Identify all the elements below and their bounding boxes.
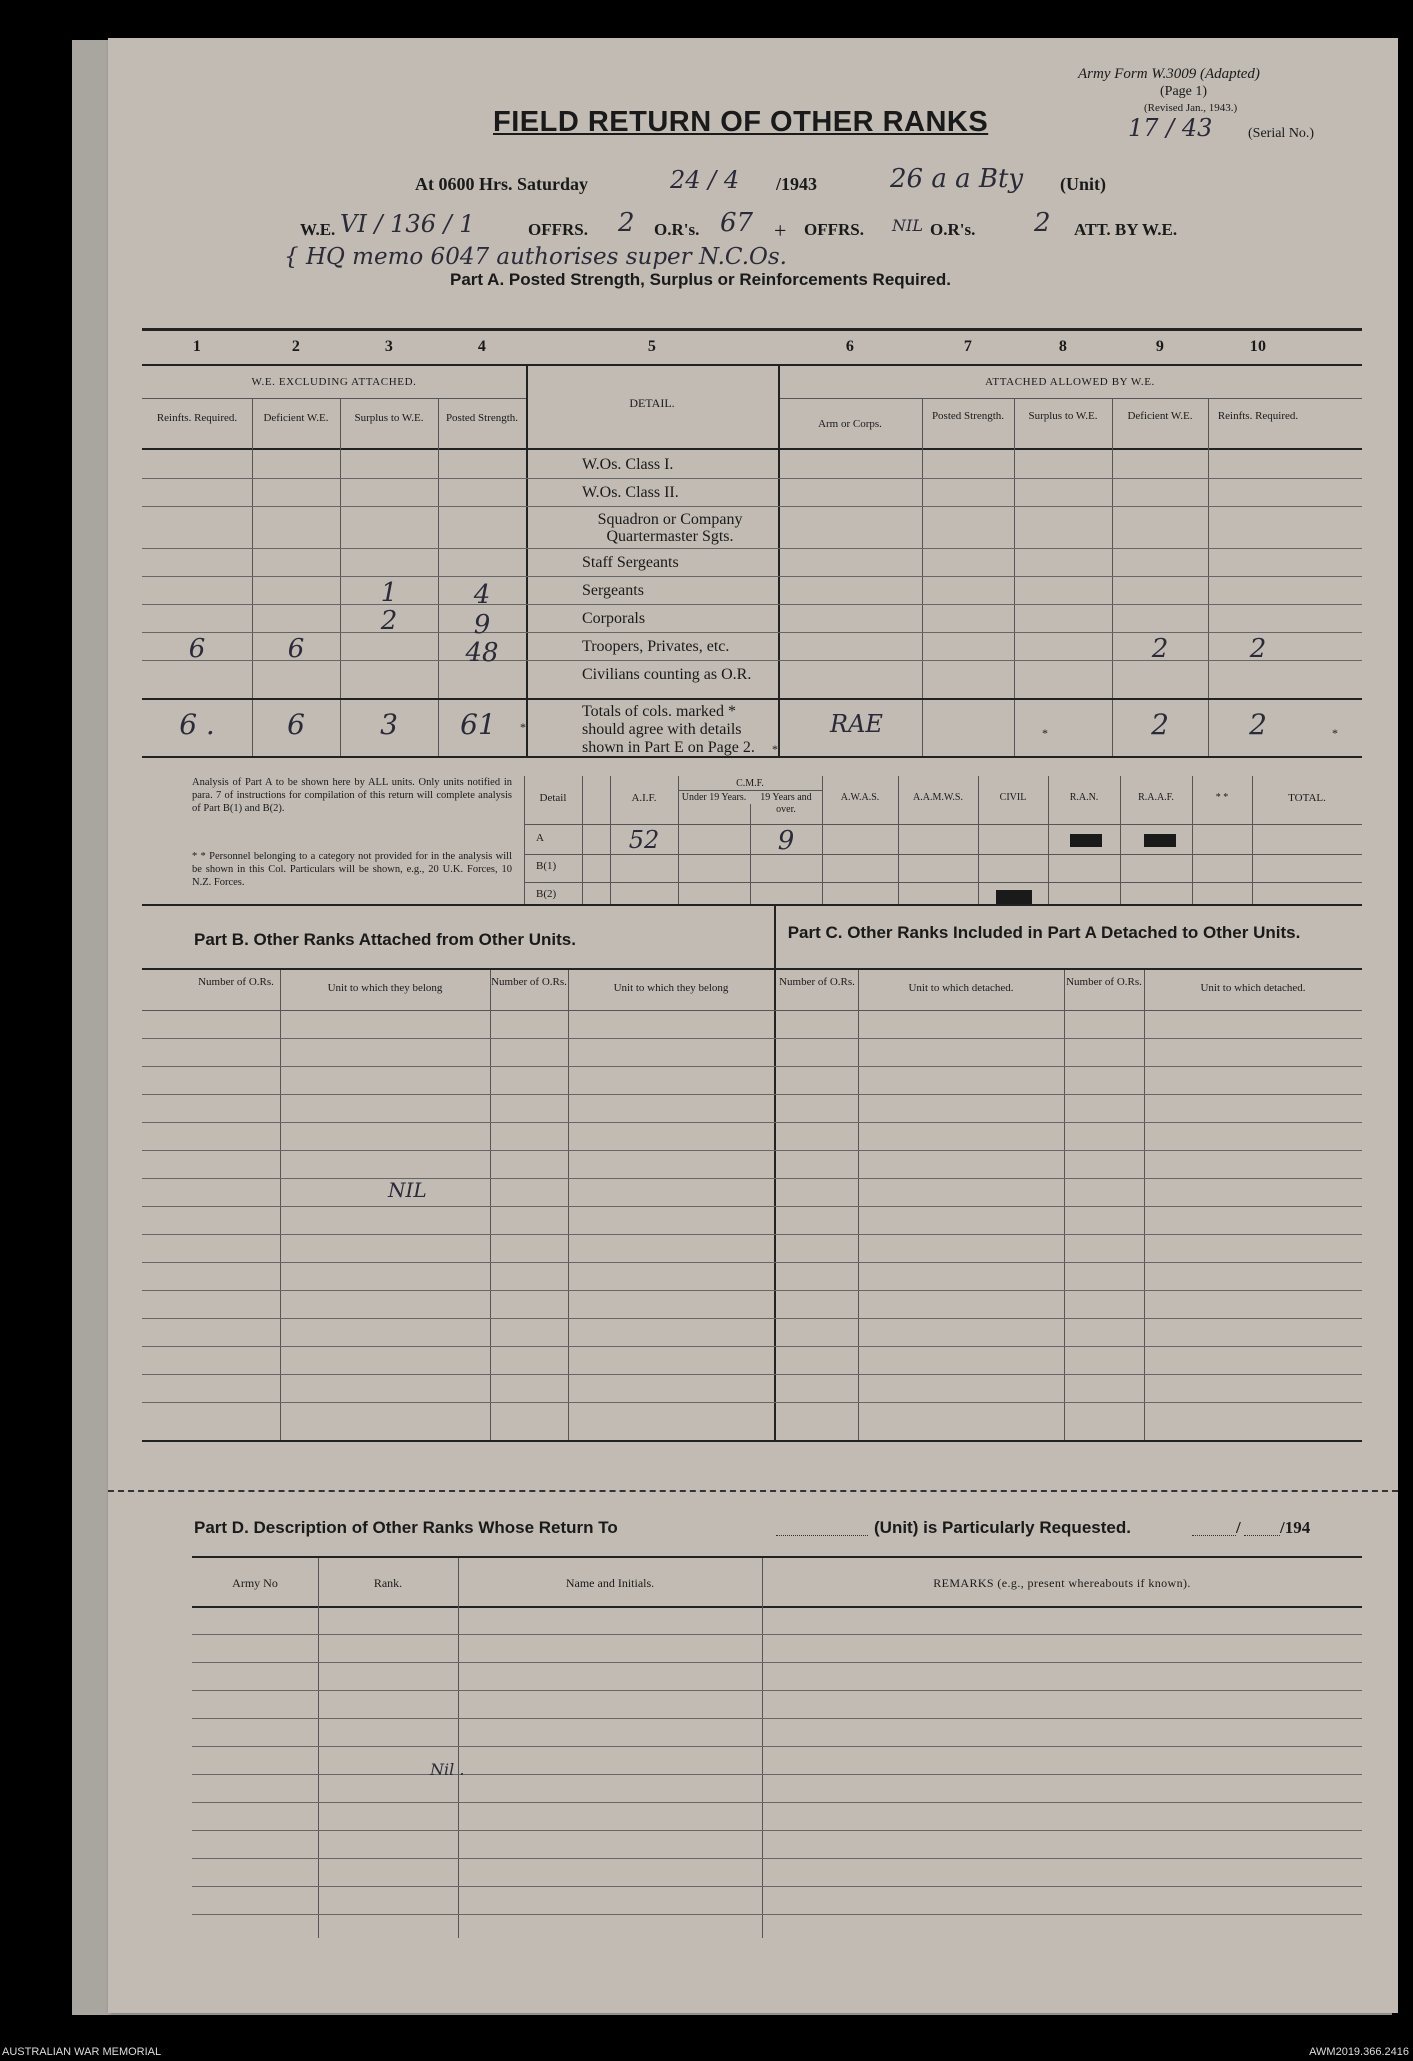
row-detail: W.Os. Class I. xyxy=(582,456,674,473)
ors-label: O.R's. xyxy=(654,220,700,239)
row-detail: Staff Sergeants xyxy=(582,554,679,571)
redaction-mark xyxy=(996,890,1032,904)
part-d-unit-blank[interactable] xyxy=(776,1534,868,1536)
row-detail: Troopers, Privates, etc. xyxy=(582,638,730,655)
part-d-nil-handwritten: Nil . xyxy=(430,1760,465,1779)
star-marker: * xyxy=(1332,726,1338,740)
analysis-awas: A.W.A.S. xyxy=(840,792,880,803)
offrs-handwritten: 2 xyxy=(618,208,635,238)
star-marker: * xyxy=(520,720,526,734)
page-label: (Page 1) xyxy=(1160,84,1208,99)
corporals-surplus: 2 xyxy=(380,606,398,636)
at-hours-label: At 0600 Hrs. Saturday xyxy=(415,174,589,194)
total-arm-corps: RAE xyxy=(830,710,883,738)
analysis-over-19: 19 Years and over. xyxy=(760,792,812,815)
analysis-ran: R.A.N. xyxy=(1069,792,1099,803)
col-header-deficient: Deficient W.E. xyxy=(263,412,329,424)
part-b-col-number: Number of O.Rs. xyxy=(198,976,274,988)
detail-header: DETAIL. xyxy=(629,396,675,410)
total-surplus: 3 xyxy=(380,708,398,741)
analysis-other: * * xyxy=(1215,792,1229,803)
analysis-total: TOTAL. xyxy=(1288,792,1326,804)
corporals-posted: 9 xyxy=(473,610,491,640)
part-d-col-army-no: Army No xyxy=(232,1576,278,1590)
troopers-deficient: 6 xyxy=(287,634,305,664)
ors-handwritten: 67 xyxy=(720,208,754,238)
form-paper xyxy=(108,38,1398,2013)
plus-sign: + xyxy=(774,218,787,243)
part-d-date-blank-2[interactable] xyxy=(1244,1534,1280,1536)
total-reinfts-right: 2 xyxy=(1249,708,1267,741)
analysis-raaf: R.A.A.F. xyxy=(1138,792,1174,803)
col-number: 6 xyxy=(845,338,855,355)
unit-handwritten: 26 a a Bty xyxy=(890,164,1024,194)
troopers-reinfts: 6 xyxy=(188,634,206,664)
row-detail: Sergeants xyxy=(582,582,644,599)
att-by-we-label: ATT. BY W.E. xyxy=(1074,220,1178,239)
date-handwritten: 24 / 4 xyxy=(670,166,740,194)
col-number: 9 xyxy=(1155,338,1165,355)
analysis-row-a: A xyxy=(536,832,544,844)
analysis-aif-a: 52 xyxy=(628,826,660,854)
part-a-numbers-rule xyxy=(142,364,1362,366)
analysis-civil: CIVIL xyxy=(999,792,1027,803)
part-d-date-blank[interactable] xyxy=(1192,1534,1236,1536)
part-d-title: Part D. Description of Other Ranks Whose Return To xyxy=(194,1518,618,1537)
army-form-label xyxy=(1078,66,1260,83)
offrs2-handwritten: NIL xyxy=(892,216,923,235)
analysis-note: Analysis of Part A to be shown here by ALL units. Only units notified in para. 7 of instructions for compilation of this return will complete analysis of Part B(1) and B(2). xyxy=(192,777,512,814)
form-title: FIELD RETURN OF OTHER RANKS xyxy=(493,106,989,138)
part-c-col-unit-2: Unit to which detached. xyxy=(1200,982,1306,994)
analysis-detail-header: Detail xyxy=(539,792,567,804)
part-d-col-rank: Rank. xyxy=(373,1576,403,1590)
troopers-deficient-right: 2 xyxy=(1151,634,1169,664)
we-handwritten: VI / 136 / 1 xyxy=(340,210,475,238)
col-number: 5 xyxy=(647,338,657,355)
redaction-mark xyxy=(1070,834,1102,847)
adapted-label: (Adapted) xyxy=(1199,66,1260,82)
col-header-deficient-right: Deficient W.E. xyxy=(1127,410,1193,422)
serial-label: (Serial No.) xyxy=(1248,126,1315,141)
tear-line xyxy=(108,1490,1398,1492)
army-form-number: Army Form W.3009 xyxy=(1078,66,1197,82)
left-group-rule xyxy=(142,398,526,399)
ors2-label: O.R's. xyxy=(930,220,976,239)
col-header-posted: Posted Strength. xyxy=(445,412,519,424)
part-d-date-slash: / xyxy=(1236,1518,1241,1537)
part-a-title: Part A. Posted Strength, Surplus or Reinforcements Required. xyxy=(450,270,951,289)
part-b-nil-handwritten: NIL xyxy=(388,1178,427,1202)
analysis-cmf: C.M.F. xyxy=(736,778,764,789)
total-reinfts: 6 . xyxy=(179,708,215,741)
part-c-col-number-2: Number of O.Rs. xyxy=(1066,976,1142,988)
analysis-row-b2: B(2) xyxy=(536,888,557,900)
row-detail: Civilians counting as O.R. xyxy=(582,666,752,683)
footer-catalogue-number: AWM2019.366.2416 xyxy=(1309,2046,1409,2058)
part-d-title-2: (Unit) is Particularly Requested. xyxy=(874,1518,1131,1537)
col-header-surplus: Surplus to W.E. xyxy=(354,412,424,424)
we-label: W.E. xyxy=(300,220,336,239)
serial-number-handwritten: 17 / 43 xyxy=(1128,114,1213,142)
analysis-row-b1: B(1) xyxy=(536,860,557,872)
analysis-aif: A.I.F. xyxy=(631,792,657,804)
col-number: 8 xyxy=(1058,338,1068,355)
analysis-over19-a: 9 xyxy=(777,826,795,856)
year-label: /1943 xyxy=(776,174,818,194)
part-c-title: Part C. Other Ranks Included in Part A Detached to Other Units. xyxy=(787,923,1301,942)
revised-label: (Revised Jan., 1943.) xyxy=(1144,102,1238,114)
archive-footer xyxy=(0,2045,1413,2061)
ors2-handwritten: 2 xyxy=(1034,208,1051,238)
col-number: 1 xyxy=(192,338,202,355)
star-marker: * xyxy=(1042,726,1048,740)
total-deficient-right: 2 xyxy=(1151,708,1169,741)
col-header-reinfts-right: Reinfts. Required. xyxy=(1217,410,1299,422)
total-posted: 61 xyxy=(460,708,496,741)
unit-label: (Unit) xyxy=(1060,174,1106,194)
part-a-top-rule xyxy=(142,328,1362,331)
part-b-col-number-2: Number of O.Rs. xyxy=(491,976,567,988)
col-number: 3 xyxy=(384,338,394,355)
col-header-posted-right: Posted Strength. xyxy=(931,410,1005,422)
right-group-rule xyxy=(778,398,1362,399)
sergeants-surplus: 1 xyxy=(380,578,398,608)
footer-institution: AUSTRALIAN WAR MEMORIAL xyxy=(2,2046,162,2058)
offrs2-label: OFFRS. xyxy=(804,220,864,239)
part-c-col-number: Number of O.Rs. xyxy=(779,976,855,988)
col-number: 7 xyxy=(963,338,973,355)
offrs-label: OFFRS. xyxy=(528,220,588,239)
total-deficient: 6 xyxy=(287,708,305,741)
part-c-col-unit: Unit to which detached. xyxy=(908,982,1014,994)
row-detail: Squadron or Company Quartermaster Sgts. xyxy=(597,511,743,545)
analysis-aamws: A.A.M.W.S. xyxy=(913,792,963,803)
row-detail: W.Os. Class II. xyxy=(582,484,679,501)
troopers-reinfts-right: 2 xyxy=(1249,634,1267,664)
row-detail: Corporals xyxy=(582,610,646,627)
star-marker: * xyxy=(772,742,778,756)
col-number: 2 xyxy=(291,338,301,355)
col-header-surplus-right: Surplus to W.E. xyxy=(1028,410,1098,422)
col-number: 10 xyxy=(1249,338,1267,355)
col-number: 4 xyxy=(477,338,487,355)
analysis-under-19: Under 19 Years. xyxy=(681,792,747,803)
part-b-title: Part B. Other Ranks Attached from Other Units. xyxy=(194,930,576,949)
part-a-header-rule xyxy=(142,448,1362,450)
col-header-reinfts: Reinfts. Required. xyxy=(156,412,238,424)
totals-detail: Totals of cols. marked * should agree with details shown in Part E on Page 2. xyxy=(582,703,755,756)
sergeants-posted: 4 xyxy=(473,580,491,610)
left-group-header: W.E. EXCLUDING ATTACHED. xyxy=(251,376,417,388)
part-d-col-remarks: REMARKS (e.g., present whereabouts if known). xyxy=(933,1576,1191,1590)
part-d-col-name: Name and Initials. xyxy=(565,1576,655,1590)
right-group-header: ATTACHED ALLOWED BY W.E. xyxy=(985,376,1155,388)
col-header-arm-corps: Arm or Corps. xyxy=(818,418,882,430)
redaction-mark xyxy=(1144,834,1176,847)
part-d-year: /194 xyxy=(1280,1518,1311,1537)
troopers-posted: 48 xyxy=(465,638,499,668)
memo-handwritten: { HQ memo 6047 authorises super N.C.Os. xyxy=(284,244,787,270)
part-b-col-unit: Unit to which they belong xyxy=(327,982,443,994)
part-b-col-unit-2: Unit to which they belong xyxy=(613,982,729,994)
analysis-note-other: * * Personnel belonging to a category not provided for in the analysis will be shown in this Col. Particulars will be shown, e.g., 20 U.K. Forces, 10 N.Z. Forces. xyxy=(192,851,512,888)
